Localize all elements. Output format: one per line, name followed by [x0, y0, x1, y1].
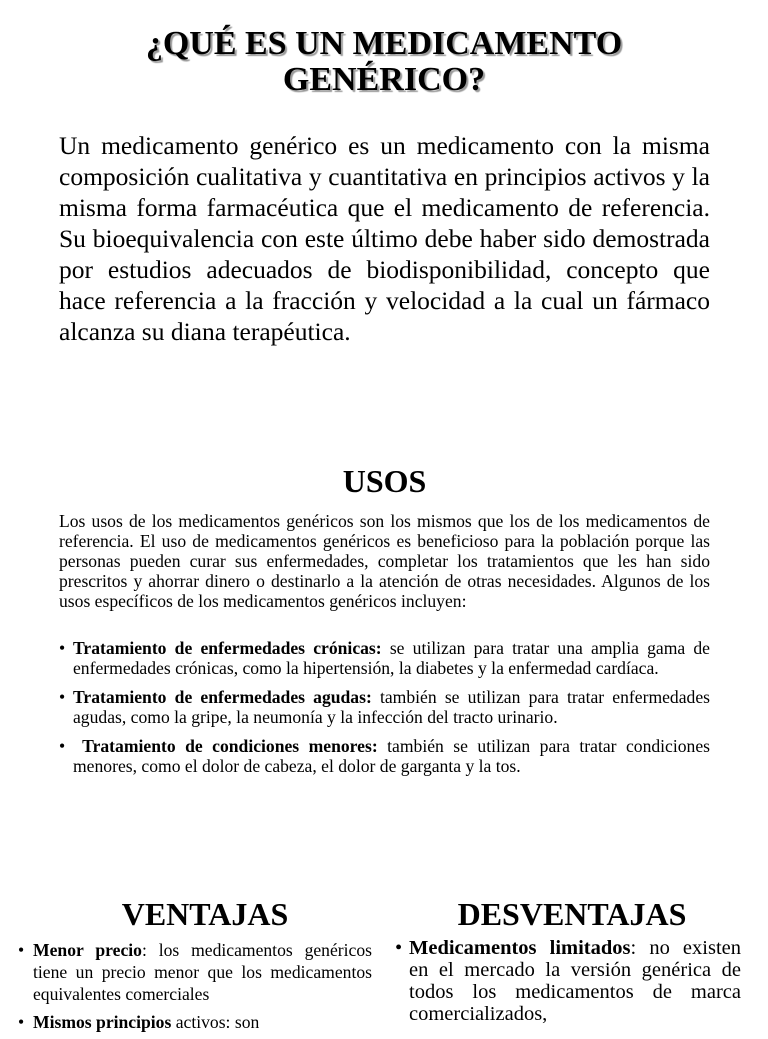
list-item-text: : los medicamentos genéricos tiene un precio menor que los medicamentos equivalentes comerciales — [33, 940, 372, 1004]
ventajas-list — [18, 939, 372, 1039]
list-item-text: activos: son — [171, 1012, 260, 1032]
list-item-text: se utilizan para tratar una amplia gama de enfermedades crónicas, como la hipertensión, la diabetes y la enfermedad cardíaca. — [73, 638, 710, 678]
list-item-title: Tratamiento de condiciones menores: — [73, 736, 378, 756]
desventajas-heading: DESVENTAJAS — [457, 896, 687, 932]
list-item — [18, 939, 372, 1005]
usos-list — [59, 638, 710, 785]
list-item — [59, 736, 710, 776]
usos-heading: USOS — [342, 463, 427, 499]
list-item-title: Medicamentos limitados — [409, 937, 631, 959]
desventajas-list — [395, 937, 741, 1025]
list-item-title: Mismos principios — [33, 1012, 172, 1032]
usos-paragraph: Los usos de los medicamentos genéricos son los mismos que los de los medicamentos de referencia. El uso de medicamentos genéricos es beneficioso para la población porque las personas pueden curar sus enfermedades, completar los tratamientos que les han sido prescritos y ahorrar dinero o destinarlo a la atención de otras necesidades. Algunos de los usos específicos de los medicamentos genéricos incluyen: — [59, 511, 710, 611]
list-item-text: también se utilizan para tratar enfermedades agudas, como la gripe, la neumonía y la infección del tracto urinario. — [73, 687, 710, 727]
bullet-icon: • — [59, 638, 66, 658]
bullet-icon: • — [18, 1012, 25, 1032]
bullet-icon: • — [59, 736, 66, 756]
list-item-title: Tratamiento de enfermedades crónicas: — [73, 638, 382, 658]
intro-paragraph: Un medicamento genérico es un medicamento con la misma composición cualitativa y cuantitativa en principios activos y la misma forma farmacéutica que el medicamento de referencia. Su bioequivalencia con este último debe haber sido demostrada por estudios adecuados de biodisponibilidad, concepto que hace referencia a la fracción y velocidad a la cual un fármaco alcanza su diana terapéutica. — [59, 131, 710, 346]
list-item — [59, 687, 710, 727]
bullet-icon: • — [395, 937, 403, 959]
ventajas-heading: VENTAJAS — [121, 896, 289, 932]
list-item — [18, 1011, 372, 1033]
bullet-icon: • — [18, 940, 25, 960]
bullet-icon: • — [59, 687, 66, 707]
page-title: ¿QUÉ ES UN MEDICAMENTO GENÉRICO? — [145, 25, 623, 98]
list-item-text: también se utilizan para tratar condiciones menores, como el dolor de cabeza, el dolor de garganta y la tos. — [73, 736, 711, 776]
list-item — [59, 638, 710, 678]
list-item-title: Tratamiento de enfermedades agudas: — [73, 687, 372, 707]
list-item-text: : no existen en el mercado la versión genérica de todos los medicamentos de marca comercializados, — [409, 937, 741, 1025]
list-item-title: Menor precio — [33, 940, 142, 960]
list-item — [395, 937, 741, 1025]
